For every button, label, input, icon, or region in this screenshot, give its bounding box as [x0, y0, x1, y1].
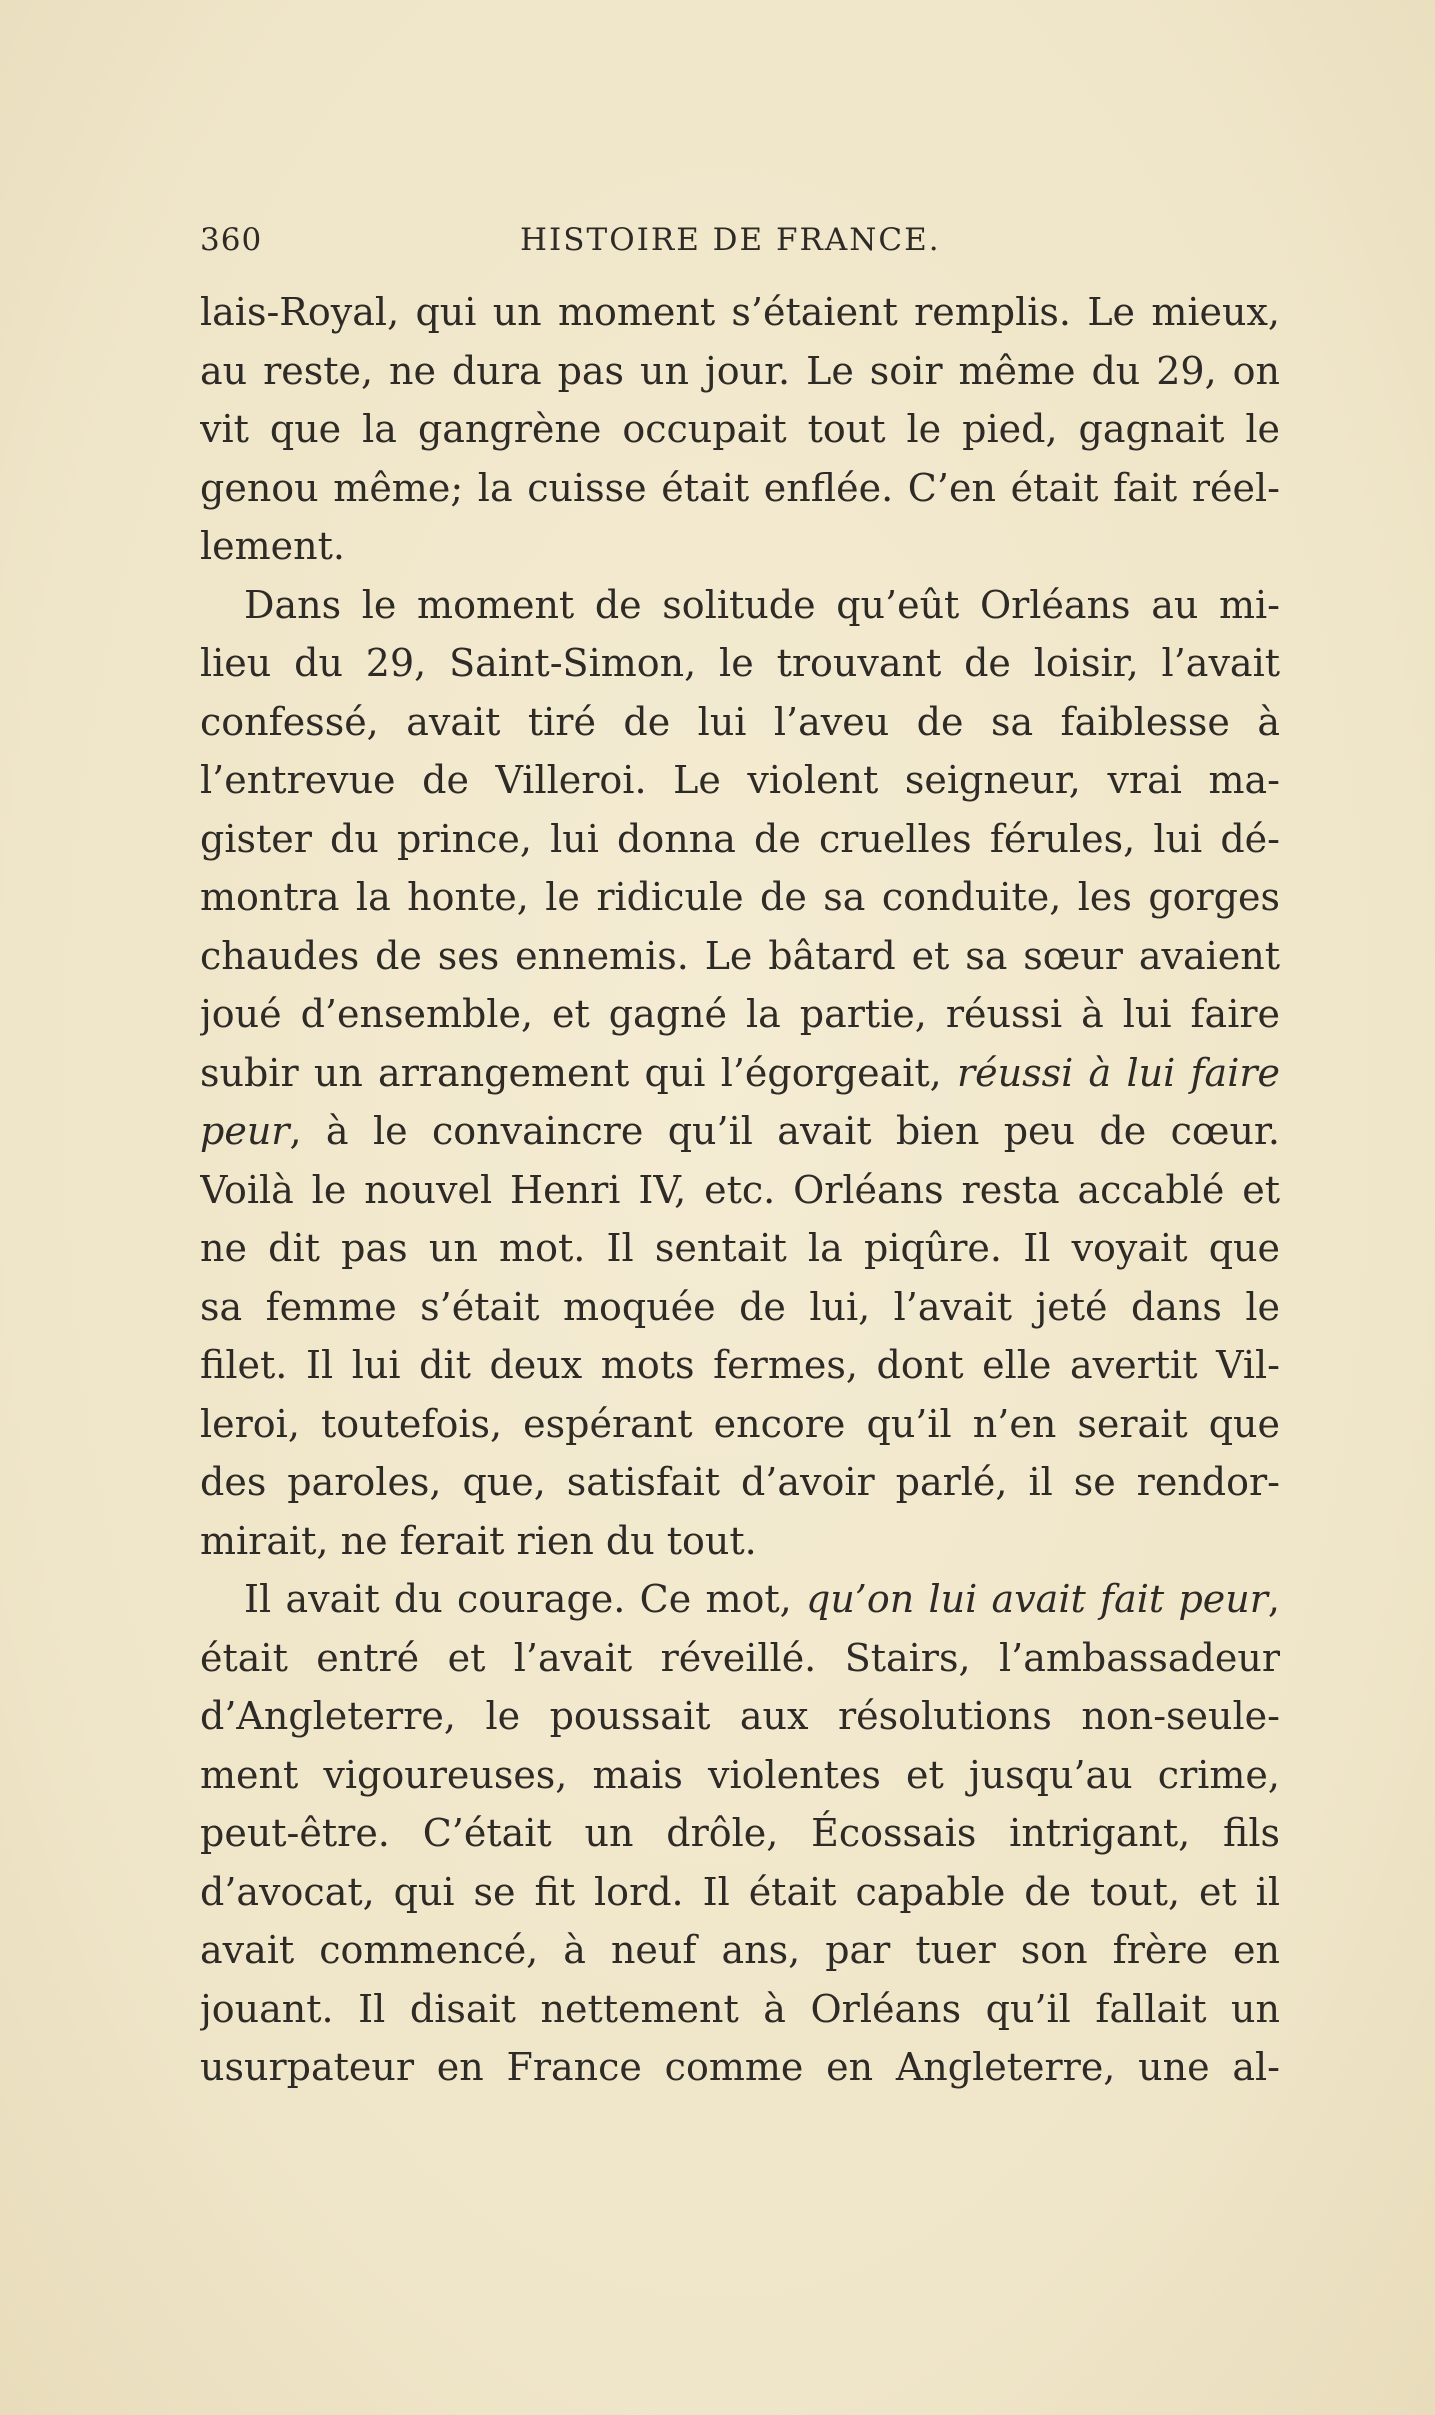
text-line: filet. Il lui dit deux mots fermes, dont elle avertit Vil-	[200, 1343, 1280, 1387]
text-line: Voilà le nouvel Henri IV, etc. Orléans resta accablé et	[200, 1167, 1280, 1212]
text-line: subir un arrangement qui l’égorgeait, réussi à lui faire	[200, 1050, 1280, 1095]
body-text	[200, 283, 1280, 2097]
text-line: d’avocat, qui se fit lord. Il était capable de tout, et il	[200, 1869, 1280, 1914]
paragraph-start-line: Il avait du courage. Ce mot, qu’on lui avait fait peur,	[244, 1577, 1280, 1621]
italic-text: qu’on lui avait fait peur	[806, 1577, 1268, 1621]
page-header	[200, 222, 1280, 266]
text-line: l’entrevue de Villeroi. Le violent seigneur, vrai ma-	[200, 758, 1280, 802]
running-title: HISTOIRE DE FRANCE.	[520, 222, 941, 258]
text-line: au reste, ne dura pas un jour. Le soir même du 29, on	[200, 348, 1280, 393]
text-line: genou même; la cuisse était enflée. C’en était fait réel-	[200, 465, 1280, 510]
page-number: 360	[200, 222, 263, 258]
text-line: montra la honte, le ridicule de sa conduite, les gorges	[200, 875, 1280, 919]
text-line: ment vigoureuses, mais violentes et jusqu’au crime,	[200, 1752, 1280, 1797]
text-line: d’Angleterre, le poussait aux résolutions non-seule-	[200, 1694, 1280, 1738]
text-line: gister du prince, lui donna de cruelles férules, lui dé-	[200, 816, 1280, 861]
text-line: confessé, avait tiré de lui l’aveu de sa faiblesse à	[200, 699, 1280, 744]
text-line: jouant. Il disait nettement à Orléans qu’il fallait un	[200, 1986, 1280, 2031]
text-line: était entré et l’avait réveillé. Stairs, l’ambassadeur	[200, 1635, 1280, 1680]
text-line: ne dit pas un mot. Il sentait la piqûre. Il voyait que	[200, 1226, 1280, 1270]
text-line: chaudes de ses ennemis. Le bâtard et sa sœur avaient	[200, 933, 1280, 978]
text-line: des paroles, que, satisfait d’avoir parlé, il se rendor-	[200, 1460, 1280, 1504]
text-line: vit que la gangrène occupait tout le pied, gagnait le	[200, 407, 1280, 451]
text-line: leroi, toutefois, espérant encore qu’il n’en serait que	[200, 1401, 1280, 1446]
text-line: peut-être. C’était un drôle, Écossais intrigant, fils	[200, 1811, 1280, 1855]
text-line: lieu du 29, Saint-Simon, le trouvant de loisir, l’avait	[200, 641, 1280, 685]
italic-text: réussi à lui faire	[957, 1050, 1280, 1095]
text-line: joué d’ensemble, et gagné la partie, réussi à lui faire	[200, 992, 1280, 1036]
text-line: avait commencé, à neuf ans, par tuer son frère en	[200, 1928, 1280, 1972]
italic-text: peur	[200, 1109, 290, 1153]
text-line: usurpateur en France comme en Angleterre, une al-	[200, 2045, 1280, 2089]
text-line: peur, à le convaincre qu’il avait bien peu de cœur.	[200, 1109, 1280, 1153]
text-line: mirait, ne ferait rien du tout.	[200, 1518, 757, 1563]
text-line: lement.	[200, 524, 345, 568]
paragraph-start-line: Dans le moment de solitude qu’eût Orléans au mi-	[244, 582, 1280, 627]
text-line: lais-Royal, qui un moment s’étaient remplis. Le mieux,	[200, 290, 1280, 334]
text-line: sa femme s’était moquée de lui, l’avait jeté dans le	[200, 1284, 1280, 1329]
